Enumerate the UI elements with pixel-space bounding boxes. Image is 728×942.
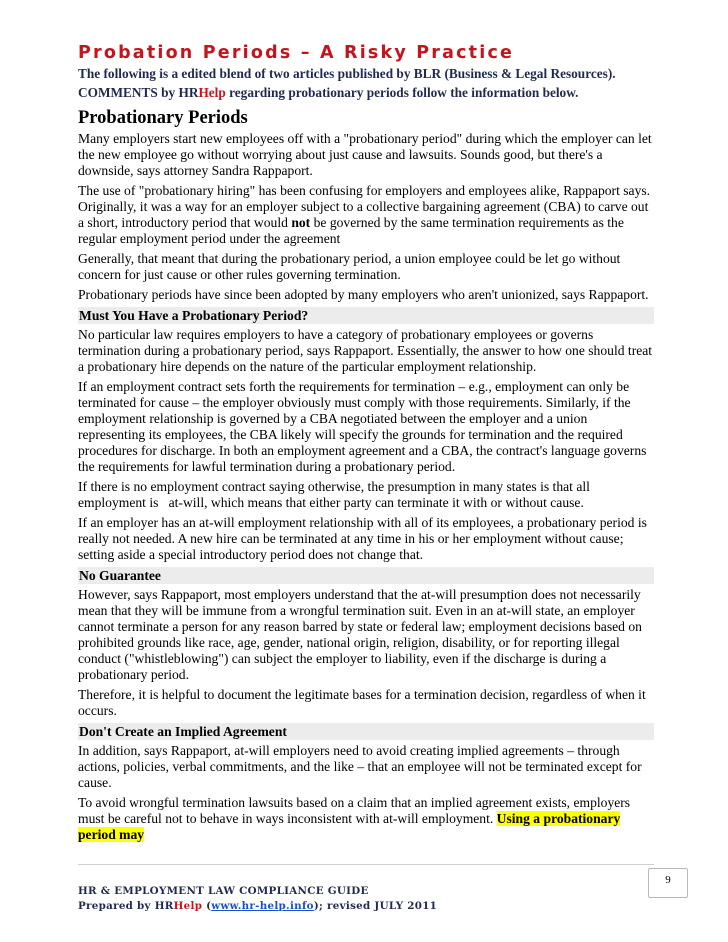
- footer-prepared-label: Prepared by: [78, 900, 155, 912]
- footer-hr-brand: HR: [154, 900, 174, 912]
- subheading-no-guarantee: No Guarantee: [78, 567, 654, 584]
- footer-website-link[interactable]: www.hr-help.info: [211, 900, 314, 912]
- paragraph-3: Generally, that meant that during the probationary period, a union employee could be let go without concern for just cause or other rules governing termination.: [78, 251, 621, 282]
- subheading-implied-agreement: Don't Create an Implied Agreement: [78, 723, 654, 740]
- paragraph-4: Probationary periods have since been adopted by many employers who aren't unionized, says Rappaport.: [78, 287, 649, 302]
- intro-comments-label: COMMENTS by: [78, 85, 179, 100]
- intro-comments-tail: regarding probationary periods follow the information below.: [225, 85, 579, 100]
- footer-open-paren: (: [202, 900, 212, 912]
- section-heading: Probationary Periods: [78, 108, 248, 128]
- footer-guide-title: HR & EMPLOYMENT LAW COMPLIANCE GUIDE: [78, 885, 369, 897]
- footer-prepared-by: [78, 899, 437, 914]
- paragraph-2-text-a: The use of "probationary hiring" has been confusing for employers and employees alike, Rappaport says. Originally, it was a way for an employer subject to a collective bargaining agreement (CBA) to carve out a short, introductory period that would: [78, 183, 651, 230]
- paragraph-12-text: To avoid wrongful termination lawsuits based on a claim that an implied agreement exists, employers must be careful not to behave in ways inconsistent with at-will employment.: [78, 795, 631, 826]
- footer: [78, 884, 437, 914]
- paragraph-6: If an employment contract sets forth the requirements for termination – e.g., employment can only be terminated for cause – the employer obviously must comply with those requirements. Similarly, if the employment relationship is governed by a CBA negotiated between the employer and a union representing its employees, the CBA likely will specify the grounds for termination and the required procedures for discharge. In both an employment agreement and a CBA, the contract's language governs the requirements for lawful termination during a probationary period.: [78, 379, 647, 474]
- subheading-must-have: Must You Have a Probationary Period?: [78, 307, 654, 324]
- intro-hr-brand: HR: [178, 85, 199, 100]
- intro-line-2: [78, 83, 654, 102]
- paragraph-5: No particular law requires employers to have a category of probationary employees or governs termination during a probationary period, says Rappaport. Essentially, the answer to how one should treat a probationary hire depends on the nature of the particular employment relationship.: [78, 327, 653, 374]
- intro-help-brand: Help: [198, 85, 226, 100]
- intro-line-1: The following is a edited blend of two articles published by BLR (Business & Legal Resources).: [78, 66, 616, 81]
- document-page: [78, 42, 654, 847]
- footer-help-brand: Help: [173, 900, 203, 912]
- paragraph-7: If there is no employment contract saying otherwise, the presumption in many states is that all employment is at-will, which means that either party can terminate it with or without cause.: [78, 479, 594, 510]
- paragraph-2: [78, 183, 654, 247]
- footer-revised: ); revised JULY 2011: [313, 900, 438, 912]
- highlighted-text: Using a probationary period may: [78, 811, 621, 842]
- paragraph-8: If an employer has an at-will employment relationship with all of its employees, a probationary period is really not needed. A new hire can be terminated at any time in his or her employment without cause; setting aside a special introductory period does not change that.: [78, 515, 647, 562]
- document-title: Probation Periods – A Risky Practice: [78, 43, 515, 63]
- paragraph-12: [78, 795, 654, 843]
- paragraph-11: In addition, says Rappaport, at-will employers need to avoid creating implied agreements – through actions, policies, verbal commitments, and the like – that an employee will not be terminated except for cause.: [78, 743, 642, 790]
- page-number: 9: [648, 868, 688, 898]
- paragraph-2-text-b: be governed by the same termination requirements as the regular employment period under the agreement: [78, 215, 624, 246]
- paragraph-1: Many employers start new employees off with a "probationary period" during which the employer can let the new employee go without worrying about just cause and lawsuits. Sounds good, but there's a downside, says attorney Sandra Rappaport.: [78, 131, 652, 178]
- paragraph-9: However, says Rappaport, most employers understand that the at-will presumption does not necessarily mean that they will be immune from a wrongful termination suit. Even in an at-will state, an employer cannot terminate a person for any reason barred by state or federal law; employment decisions based on prohibited grounds like race, age, gender, national origin, religion, disability, or for reporting illegal conduct ("whistleblowing") can subject the employer to liability, even if the discharge is during a probationary period.: [78, 587, 642, 682]
- footer-divider: [78, 864, 654, 865]
- paragraph-10: Therefore, it is helpful to document the legitimate bases for a termination decision, regardless of when it occurs.: [78, 687, 646, 718]
- paragraph-2-bold: not: [291, 215, 311, 230]
